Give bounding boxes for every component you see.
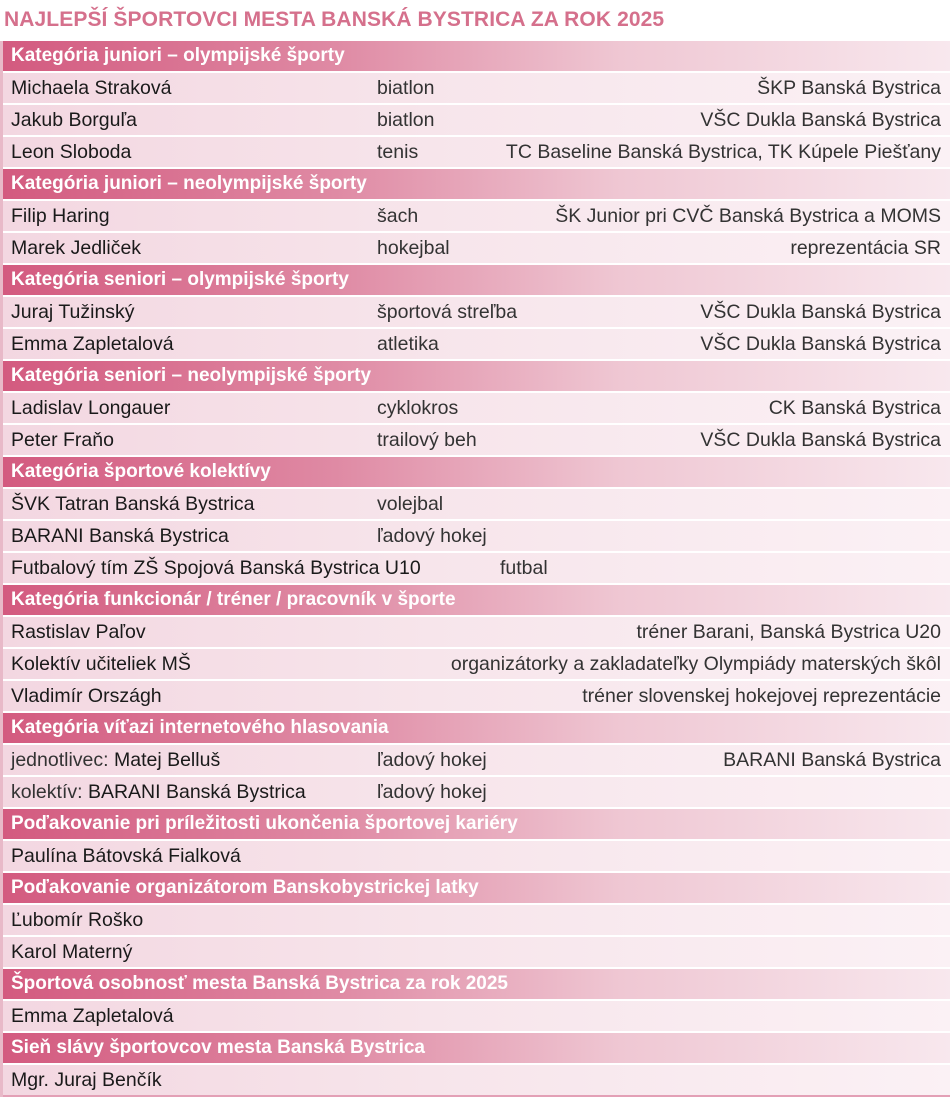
name-text: Peter Fraňo bbox=[11, 429, 114, 451]
category-title: Sieň slávy športovcov mesta Banská Bystrica bbox=[11, 1037, 425, 1058]
category-title: Kategória funkcionár / tréner / pracovník v športe bbox=[11, 589, 456, 610]
club: tréner Barani, Banská Bystrica U20 bbox=[636, 621, 941, 643]
club: VŠC Dukla Banská Bystrica bbox=[700, 333, 941, 355]
club: reprezentácia SR bbox=[790, 237, 941, 259]
name-text: Juraj Tužinský bbox=[11, 301, 135, 323]
name-text: Emma Zapletalová bbox=[11, 333, 174, 355]
table-row bbox=[3, 329, 950, 361]
name-text: Rastislav Paľov bbox=[11, 621, 146, 643]
name-text: Filip Haring bbox=[11, 205, 110, 227]
club: organizátorky a zakladateľky Olympiády materských škôl bbox=[450, 653, 941, 675]
category-header bbox=[3, 713, 950, 745]
table-row bbox=[3, 905, 950, 937]
club: BARANI Banská Bystrica bbox=[723, 749, 941, 771]
category-title: Kategória juniori – olympijské športy bbox=[11, 45, 345, 66]
category-header bbox=[3, 265, 950, 297]
athlete-name bbox=[11, 681, 162, 711]
club: ŠK Junior pri CVČ Banská Bystrica a MOMS bbox=[555, 205, 941, 227]
category-title: Športová osobnosť mesta Banská Bystrica za rok 2025 bbox=[11, 973, 508, 994]
name-text: Futbalový tím ZŠ Spojová Banská Bystrica U10 bbox=[11, 557, 421, 579]
table-row bbox=[3, 201, 950, 233]
athlete-name bbox=[11, 937, 132, 967]
athlete-name bbox=[11, 297, 135, 327]
name-text: Paulína Bátovská Fialková bbox=[11, 845, 241, 867]
club: CK Banská Bystrica bbox=[768, 397, 941, 419]
category-header bbox=[3, 969, 950, 1001]
club: TC Baseline Banská Bystrica, TK Kúpele Piešťany bbox=[505, 141, 941, 163]
table-row bbox=[3, 137, 950, 169]
sport: biatlon bbox=[377, 77, 435, 99]
name-text: Matej Belluš bbox=[113, 749, 221, 771]
table-row bbox=[3, 1065, 950, 1097]
category-title: Kategória športové kolektívy bbox=[11, 461, 271, 482]
table-row bbox=[3, 553, 950, 585]
table-row bbox=[3, 297, 950, 329]
name-text: BARANI Banská Bystrica bbox=[87, 781, 306, 803]
sport: športová streľba bbox=[377, 301, 518, 323]
athlete-name bbox=[11, 105, 137, 135]
table-row bbox=[3, 841, 950, 873]
athlete-name bbox=[11, 425, 114, 455]
name-text: Marek Jedliček bbox=[11, 237, 142, 259]
category-title: Poďakovanie organizátorom Banskobystrickej latky bbox=[11, 877, 479, 898]
athlete-name bbox=[11, 329, 174, 359]
name-text: Karol Materný bbox=[11, 941, 133, 963]
club: ŠKP Banská Bystrica bbox=[757, 77, 941, 99]
name-text: Jakub Borguľa bbox=[11, 109, 138, 131]
athlete-name bbox=[11, 393, 170, 423]
sport: šach bbox=[377, 205, 419, 227]
table-row bbox=[3, 745, 950, 777]
athlete-name bbox=[11, 201, 110, 231]
name-text: Emma Zapletalová bbox=[11, 1005, 174, 1027]
table-row bbox=[3, 393, 950, 425]
sport: hokejbal bbox=[377, 237, 450, 259]
category-header bbox=[3, 873, 950, 905]
athlete-name bbox=[11, 649, 191, 679]
sport: cyklokros bbox=[377, 397, 459, 419]
sport: trailový beh bbox=[377, 429, 477, 451]
category-title: Poďakovanie pri príležitosti ukončenia športovej kariéry bbox=[11, 813, 518, 834]
club: VŠC Dukla Banská Bystrica bbox=[700, 429, 941, 451]
table-row bbox=[3, 617, 950, 649]
table-row bbox=[3, 105, 950, 137]
athlete-name bbox=[11, 233, 141, 263]
athlete-name bbox=[11, 73, 171, 103]
table-row bbox=[3, 649, 950, 681]
club: VŠC Dukla Banská Bystrica bbox=[700, 109, 941, 131]
category-header bbox=[3, 361, 950, 393]
category-header bbox=[3, 1033, 950, 1065]
name-prefix: kolektív: bbox=[11, 781, 83, 803]
table-row bbox=[3, 233, 950, 265]
category-header bbox=[3, 457, 950, 489]
name-text: ŠVK Tatran Banská Bystrica bbox=[11, 493, 255, 515]
club: tréner slovenskej hokejovej reprezentácie bbox=[582, 685, 941, 707]
category-header bbox=[3, 809, 950, 841]
sport: tenis bbox=[377, 141, 419, 163]
category-title: Kategória víťazi internetového hlasovania bbox=[11, 717, 389, 738]
sport: ľadový hokej bbox=[377, 781, 487, 803]
athlete-name bbox=[11, 777, 306, 807]
name-text: Kolektív učiteliek MŠ bbox=[11, 653, 191, 675]
athlete-name bbox=[11, 1065, 162, 1095]
athletes-table bbox=[0, 41, 950, 1097]
name-text: Leon Sloboda bbox=[11, 141, 132, 163]
name-prefix: jednotlivec: bbox=[11, 749, 109, 771]
athlete-name bbox=[11, 905, 143, 935]
athlete-name bbox=[11, 489, 255, 519]
name-text: Vladimír Országh bbox=[11, 685, 162, 707]
name-text: Mgr. Juraj Benčík bbox=[11, 1069, 162, 1091]
category-header bbox=[3, 41, 950, 73]
category-title: Kategória juniori – neolympijské športy bbox=[11, 173, 367, 194]
table-row bbox=[3, 489, 950, 521]
table-row bbox=[3, 937, 950, 969]
athlete-name bbox=[11, 1001, 174, 1031]
sport: atletika bbox=[377, 333, 439, 355]
sport: biatlon bbox=[377, 109, 435, 131]
athlete-name bbox=[11, 841, 241, 871]
name-text: Ladislav Longauer bbox=[11, 397, 171, 419]
athlete-name bbox=[11, 553, 421, 583]
sport: volejbal bbox=[377, 493, 444, 515]
sport: ľadový hokej bbox=[377, 525, 487, 547]
page-title: NAJLEPŠÍ ŠPORTOVCI MESTA BANSKÁ BYSTRICA ZA ROK 2025 bbox=[4, 8, 665, 31]
athlete-name bbox=[11, 745, 220, 775]
athlete-name bbox=[11, 521, 229, 551]
athlete-name bbox=[11, 617, 146, 647]
category-title: Kategória seniori – olympijské športy bbox=[11, 269, 349, 290]
table-row bbox=[3, 425, 950, 457]
table-row bbox=[3, 1001, 950, 1033]
table-row bbox=[3, 521, 950, 553]
name-text: Michaela Straková bbox=[11, 77, 172, 99]
table-row bbox=[3, 777, 950, 809]
table-row bbox=[3, 681, 950, 713]
name-text: BARANI Banská Bystrica bbox=[11, 525, 229, 547]
sport: futbal bbox=[500, 557, 548, 579]
sport: ľadový hokej bbox=[377, 749, 487, 771]
club: VŠC Dukla Banská Bystrica bbox=[700, 301, 941, 323]
category-title: Kategória seniori – neolympijské športy bbox=[11, 365, 372, 386]
name-text: Ľubomír Roško bbox=[11, 909, 144, 931]
table-row bbox=[3, 73, 950, 105]
category-header bbox=[3, 585, 950, 617]
athlete-name bbox=[11, 137, 131, 167]
category-header bbox=[3, 169, 950, 201]
